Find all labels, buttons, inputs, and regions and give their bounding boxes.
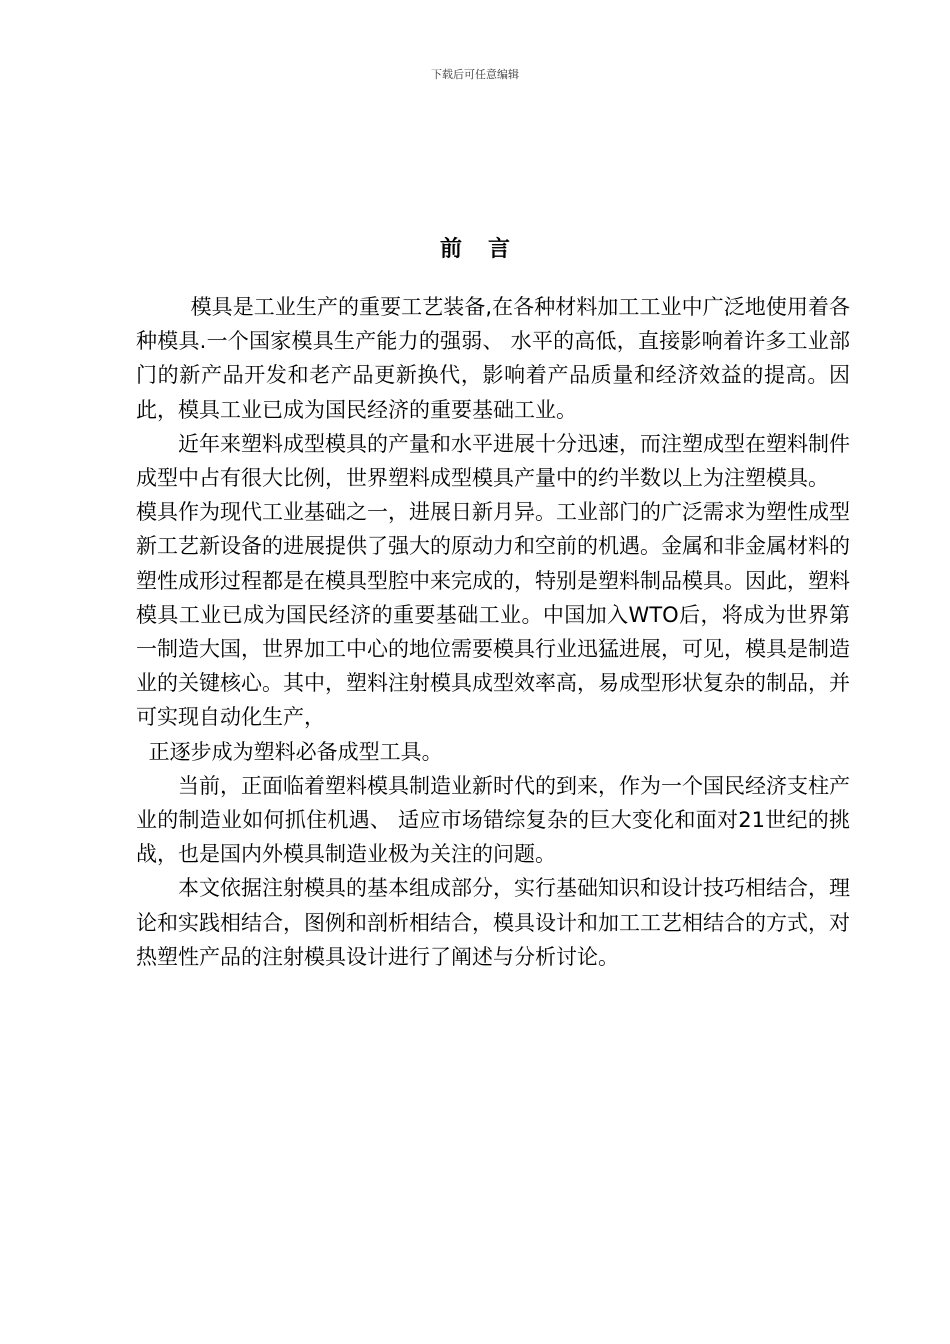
paragraph-2: 近年来塑料成型模具的产量和水平进展十分迅速，而注塑成型在塑料制件成型中占有很大比例，世界塑料成型模具产量中的约半数以上为注塑模具。 <box>136 431 850 491</box>
paragraph-4: 正逐步成为塑料必备成型工具。 <box>148 739 443 764</box>
document-body <box>136 290 850 974</box>
page-header-note: 下载后可任意编辑 <box>431 68 519 81</box>
paragraph-1: 模具是工业生产的重要工艺装备,在各种材料加工工业中广泛地使用着各种模具.一个国家模具生产能力的强弱、 水平的高低，直接影响着许多工业部门的新产品开发和老产品更新换代，影响着产品质量和经济效益的提高。因此，模具工业已成为国民经济的重要基础工业。 <box>136 295 850 422</box>
document-title: 前言 <box>439 237 536 262</box>
paragraph-5: 当前，正面临着塑料模具制造业新时代的到来，作为一个国民经济支柱产业的制造业如何抓住机遇、 适应市场错综复杂的巨大变化和面对21世纪的挑战，也是国内外模具制造业极为关注的问题。 <box>136 773 850 867</box>
paragraph-3: 模具作为现代工业基础之一，进展日新月异。工业部门的广泛需求为塑性成型新工艺新设备的进展提供了强大的原动力和空前的机遇。金属和非金属材料的塑性成形过程都是在模具型腔中来完成的，特别是塑料制品模具。因此，塑料模具工业已成为国民经济的重要基础工业。中国加入WTO后，将成为世界第一制造大国，世界加工中心的地位需要模具行业迅猛进展，可见，模具是制造业的关键核心。其中，塑料注射模具成型效率高，易成型形状复杂的制品，并可实现自动化生产， <box>136 500 850 730</box>
paragraph-6: 本文依据注射模具的基本组成部分，实行基础知识和设计技巧相结合，理论和实践相结合，图例和剖析相结合，模具设计和加工工艺相结合的方式，对热塑性产品的注射模具设计进行了阐述与分析讨论。 <box>136 876 850 969</box>
